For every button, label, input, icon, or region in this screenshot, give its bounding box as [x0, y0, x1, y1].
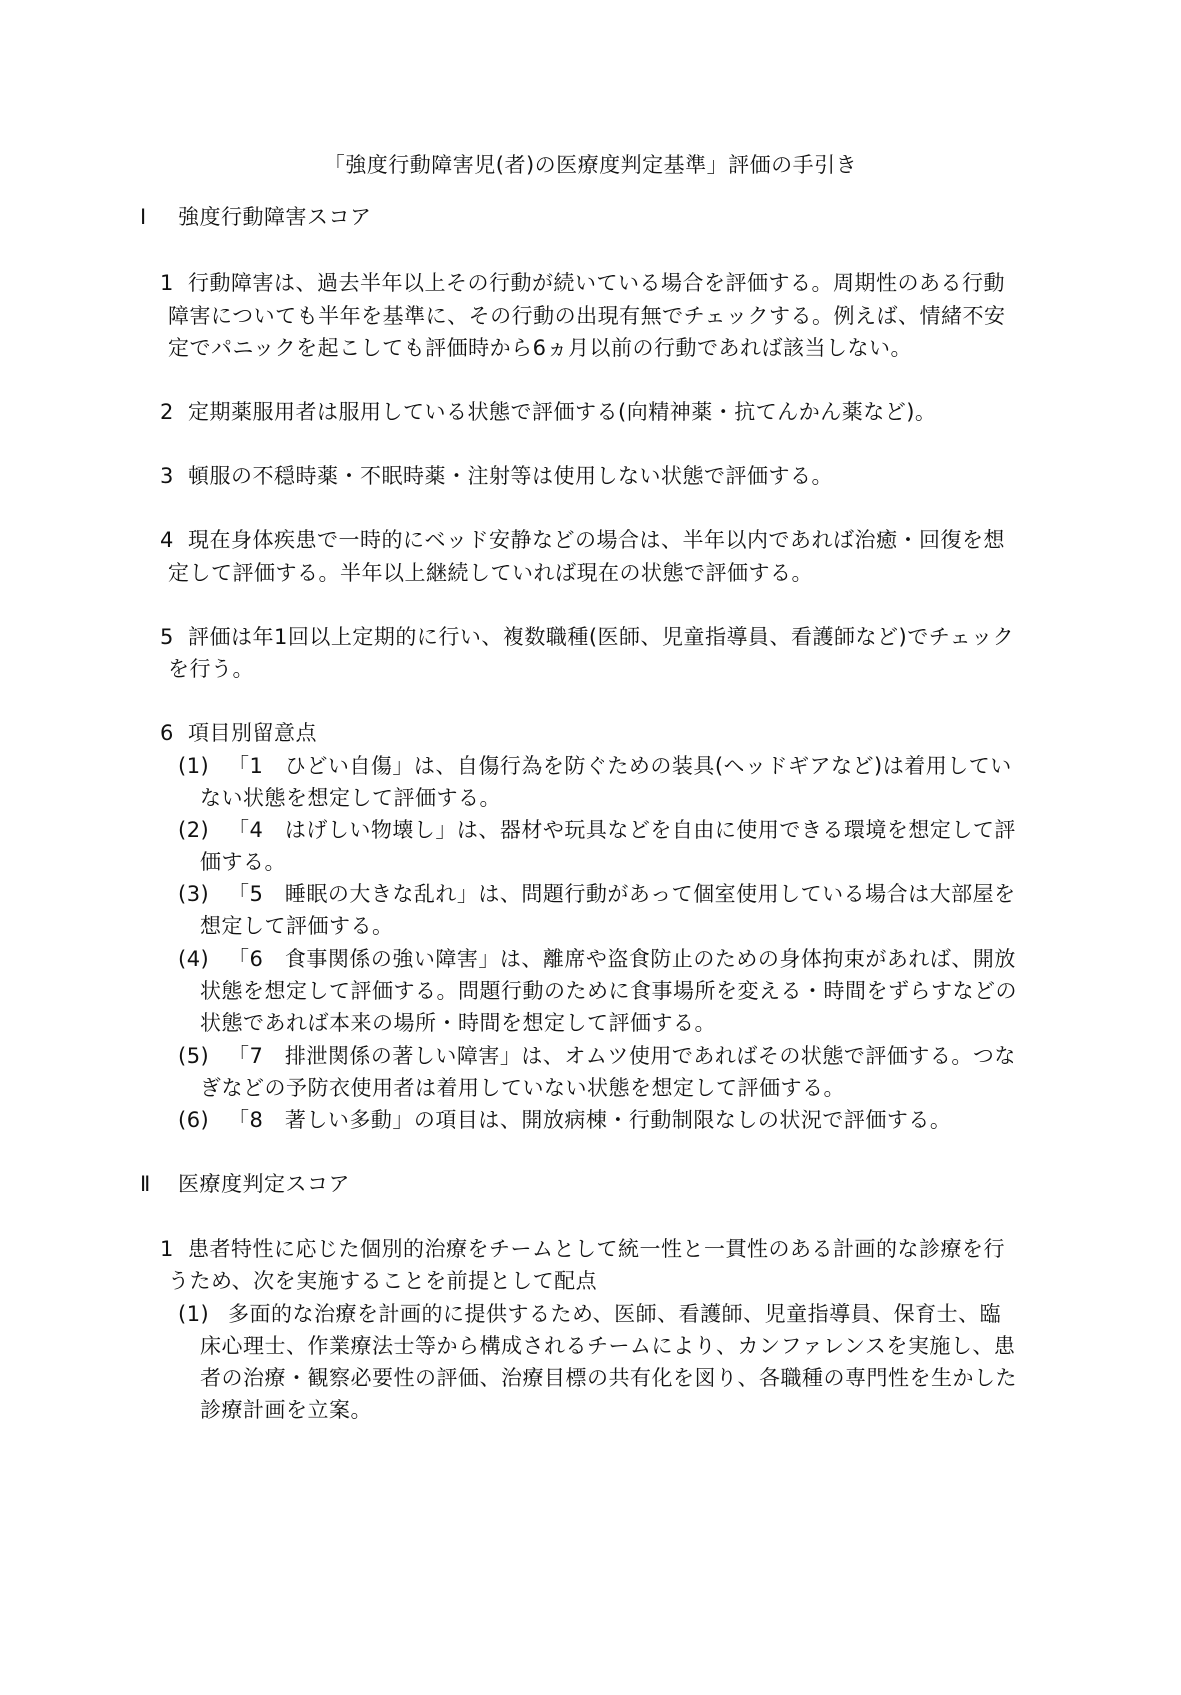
- item-6-line-1: 項目別留意点: [188, 721, 317, 745]
- item-6-number: 6: [160, 721, 174, 745]
- s2-item-1-line-2: うため、次を実施することを前提として配点: [168, 1269, 598, 1293]
- subitem-2-number: (2): [178, 818, 210, 842]
- s2-subitem-1-line-3: 者の治療・観察必要性の評価、治療目標の共有化を図り、各職種の専門性を生かした: [200, 1366, 1017, 1390]
- subitem-3-line-2: 想定して評価する。: [200, 914, 394, 938]
- item-1-line-1: 行動障害は、過去半年以上その行動が続いている場合を評価する。周期性のある行動: [188, 271, 1005, 295]
- item-4-line-2: 定して評価する。半年以上継続していれば現在の状態で評価する。: [168, 561, 813, 585]
- item-3-line-1: 頓服の不穏時薬・不眠時薬・注射等は使用しない状態で評価する。: [188, 464, 833, 488]
- item-2-line-1: 定期薬服用者は服用している状態で評価する(向精神薬・抗てんかん薬など)。: [188, 400, 937, 424]
- subitem-4-line-2: 状態を想定して評価する。問題行動のために食事場所を変える・時間をずらすなどの: [200, 979, 1017, 1003]
- section-2-number: Ⅱ: [140, 1172, 151, 1196]
- s2-subitem-1-number: (1): [178, 1302, 210, 1326]
- subitem-5-line-2: ぎなどの予防衣使用者は着用していない状態を想定して評価する。: [200, 1076, 845, 1100]
- s2-subitem-1-line-4: 診療計画を立案。: [200, 1398, 372, 1422]
- subitem-6-number: (6): [178, 1108, 210, 1132]
- item-4-line-1: 現在身体疾患で一時的にベッド安静などの場合は、半年以内であれば治癒・回復を想: [188, 528, 1005, 552]
- s2-subitem-1-line-1: 多面的な治療を計画的に提供するため、医師、看護師、児童指導員、保育士、臨: [228, 1302, 1002, 1326]
- subitem-2-line-1: 「4 はげしい物壊し」は、器材や玩具などを自由に使用できる環境を想定して評: [228, 818, 1016, 842]
- item-5-number: 5: [160, 625, 174, 649]
- subitem-3-number: (3): [178, 882, 210, 906]
- subitem-5-line-1: 「7 排泄関係の著しい障害」は、オムツ使用であればその状態で評価する。つな: [228, 1044, 1016, 1068]
- item-2-number: 2: [160, 400, 174, 424]
- subitem-1-line-2: ない状態を想定して評価する。: [200, 786, 501, 810]
- item-1-line-2: 障害についても半年を基準に、その行動の出現有無でチェックする。例えば、情緒不安: [168, 304, 1006, 328]
- subitem-1-line-1: 「1 ひどい自傷」は、自傷行為を防ぐための装具(ヘッドギアなど)は着用してい: [228, 754, 1012, 778]
- s2-item-1-number: 1: [160, 1237, 174, 1261]
- section-2-heading: 医療度判定スコア: [178, 1172, 350, 1196]
- s2-item-1-line-1: 患者特性に応じた個別的治療をチームとして統一性と一貫性のある計画的な診療を行: [188, 1237, 1005, 1261]
- section-1-number: Ⅰ: [140, 205, 147, 229]
- subitem-4-number: (4): [178, 947, 210, 971]
- item-1-number: 1: [160, 271, 174, 295]
- subitem-1-number: (1): [178, 754, 210, 778]
- subitem-5-number: (5): [178, 1044, 210, 1068]
- document-title: 「強度行動障害児(者)の医療度判定基準」評価の手引き: [323, 153, 858, 177]
- item-3-number: 3: [160, 464, 174, 488]
- subitem-4-line-3: 状態であれば本来の場所・時間を想定して評価する。: [200, 1011, 716, 1035]
- section-1-heading: 強度行動障害スコア: [178, 205, 372, 229]
- item-1-line-3: 定でパニックを起こしても評価時から6ヵ月以前の行動であれば該当しない。: [168, 336, 913, 360]
- item-5-line-1: 評価は年1回以上定期的に行い、複数職種(医師、児童指導員、看護師など)でチェック: [188, 625, 1015, 649]
- subitem-4-line-1: 「6 食事関係の強い障害」は、離席や盗食防止のための身体拘束があれば、開放: [228, 947, 1016, 971]
- subitem-3-line-1: 「5 睡眠の大きな乱れ」は、問題行動があって個室使用している場合は大部屋を: [228, 882, 1016, 906]
- item-5-line-2: を行う。: [168, 657, 254, 681]
- subitem-2-line-2: 価する。: [200, 850, 286, 874]
- subitem-6-line-1: 「8 著しい多動」の項目は、開放病棟・行動制限なしの状況で評価する。: [228, 1108, 952, 1132]
- s2-subitem-1-line-2: 床心理士、作業療法士等から構成されるチームにより、カンファレンスを実施し、患: [200, 1334, 1016, 1358]
- item-4-number: 4: [160, 528, 174, 552]
